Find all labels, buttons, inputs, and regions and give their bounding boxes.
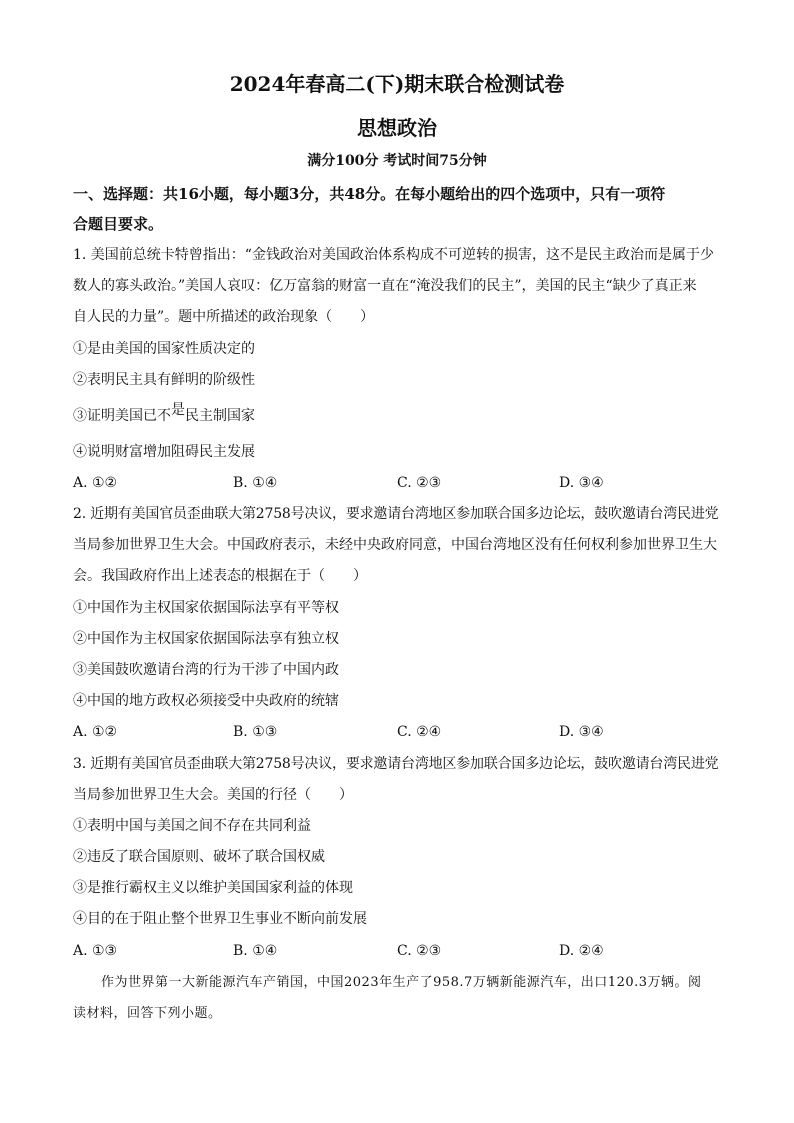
section-heading-line1: 一、选择题：共16小题，每小题3分，共48分。在每小题给出的四个选项中，只有一项符 [73,185,666,203]
exam-title: 2024年春高二(下)期末联合检测试卷 [229,72,565,96]
subject-title: 思想政治 [357,116,437,140]
q3-option-d[interactable]: D. ②④ [559,943,604,959]
material-line1: 作为世界第一大新能源汽车产销国，中国2023年生产了958.7万辆新能源汽车，出口120.3万辆。阅 [101,975,702,990]
q2-statement-2: ②中国作为主权国家依据国际法享有独立权 [73,631,339,647]
q2-stem-line3: 会。我国政府作出上述表态的根据在于（ ） [73,568,367,584]
section-heading-line2: 合题目要求。 [73,215,164,233]
material-line2: 读材料，回答下列小题。 [73,1006,222,1021]
q1-option-b[interactable]: B. ①④ [233,475,278,491]
q1-statement-1: ①是由美国的国家性质决定的 [73,341,255,357]
q3-option-a[interactable]: A. ①③ [73,943,118,959]
q3-statement-4: ④目的在于阻止整个世界卫生事业不断向前发展 [73,911,367,927]
q3-statement-3: ③是推行霸权主义以维护美国国家利益的体现 [73,880,353,896]
q2-statement-3: ③美国鼓吹邀请台湾的行为干涉了中国内政 [73,662,339,678]
q3-stem-line1: 3. 近期有美国官员歪曲联大第2758号决议，要求邀请台湾地区参加联合国多边论坛，鼓吹邀请台湾民进党 [73,756,719,772]
q1-statement-3-part-a: ③证明美国已不 [73,408,171,424]
q2-stem-line2: 当局参加世界卫生大会。中国政府表示，未经中央政府同意，中国台湾地区没有任何权利参加世界卫生大 [73,537,717,553]
q2-option-c[interactable]: C. ②④ [397,724,442,740]
q3-option-b[interactable]: B. ①④ [233,943,278,959]
q3-statement-2: ②违反了联合国原则、破坏了联合国权威 [73,849,325,865]
q3-stem-line2: 当局参加世界卫生大会。美国的行径（ ） [73,787,353,803]
q2-statement-4: ④中国的地方政权必须接受中央政府的统辖 [73,693,339,709]
q1-stem-line3: 自人民的力量”。题中所描述的政治现象（ ） [73,309,375,325]
q1-option-a[interactable]: A. ①② [73,475,118,491]
q1-statement-3 [73,402,723,426]
exam-info: 满分100分 考试时间75分钟 [307,153,487,169]
q2-statement-1: ①中国作为主权国家依据国际法享有平等权 [73,600,339,616]
q2-option-d[interactable]: D. ③④ [559,724,604,740]
q1-stem-line2: 数人的寡头政治。”美国人哀叹：亿万富翁的财富一直在“淹没我们的民主”，美国的民主“缺少了真正来 [73,278,697,294]
q1-stem-line1: 1. 美国前总统卡特曾指出：“金钱政治对美国政治体系构成不可逆转的损害，这不是民主政治而是属于少 [73,247,714,263]
q1-statement-4: ④说明财富增加阻碍民主发展 [73,444,255,460]
q1-statement-3-part-b: 是 [171,402,185,418]
q1-statement-2: ②表明民主具有鲜明的阶级性 [73,372,255,388]
q2-option-b[interactable]: B. ①③ [233,724,278,740]
q1-statement-3-part-c: 民主制国家 [185,408,255,424]
q3-option-c[interactable]: C. ②③ [397,943,442,959]
q1-option-d[interactable]: D. ③④ [559,475,604,491]
q3-statement-1: ①表明中国与美国之间不存在共同利益 [73,818,311,834]
q1-option-c[interactable]: C. ②③ [397,475,442,491]
q2-stem-line1: 2. 近期有美国官员歪曲联大第2758号决议，要求邀请台湾地区参加联合国多边论坛，鼓吹邀请台湾民进党 [73,506,719,522]
q2-option-a[interactable]: A. ①② [73,724,118,740]
